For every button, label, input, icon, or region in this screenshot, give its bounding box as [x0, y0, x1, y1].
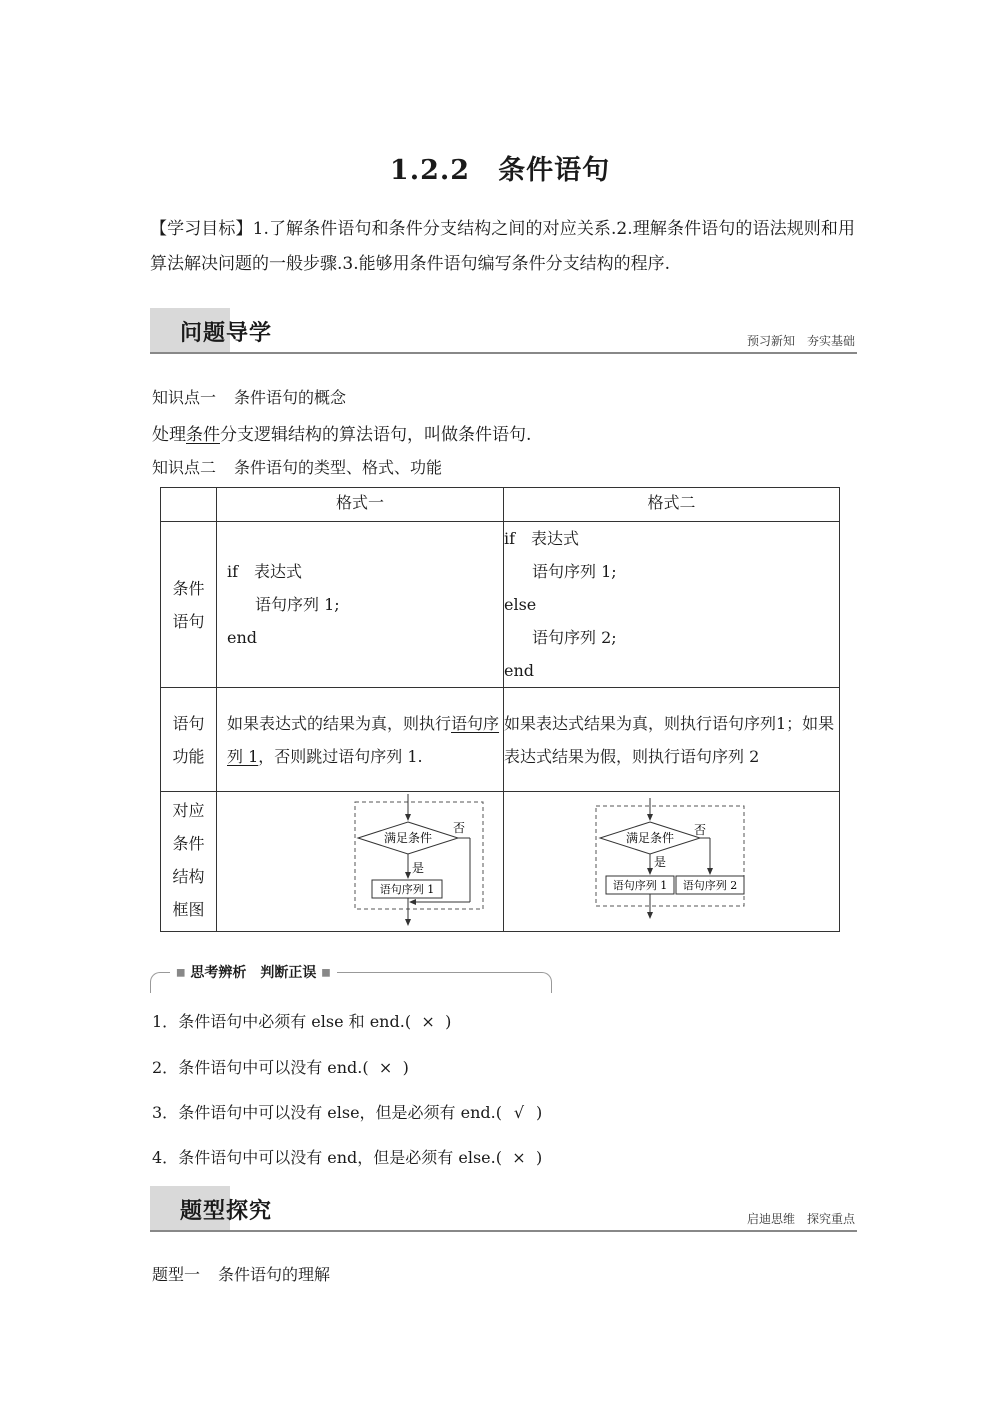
- row-label-function: [161, 688, 217, 792]
- question-3: [152, 1100, 542, 1123]
- label-line: 条件: [172, 578, 205, 598]
- knowledge-point-2: [152, 455, 442, 478]
- section-tag: 预习新知 夯实基础: [746, 334, 855, 348]
- type-title: 条件语句的理解: [218, 1265, 331, 1284]
- think-label: [170, 962, 337, 982]
- diagram-format-2: [504, 792, 840, 932]
- function-underlined: 语句序列 1: [227, 713, 500, 766]
- decision-label: 满足条件: [383, 831, 433, 845]
- row-label-statement: [161, 522, 217, 688]
- learning-objective: [150, 212, 855, 282]
- table-corner: [161, 488, 217, 522]
- definition-text: [152, 420, 531, 445]
- no-label: 否: [453, 821, 466, 835]
- yes-label: 是: [654, 855, 667, 869]
- objective-label: 【学习目标】: [150, 219, 253, 239]
- process-label: 语句序列 1: [379, 883, 435, 896]
- header-format-1: 格式一: [217, 488, 504, 522]
- label-line: 框图: [172, 900, 205, 919]
- yes-label: 是: [412, 861, 425, 875]
- kp-label: 知识点二: [152, 458, 217, 477]
- question-1: [152, 1009, 451, 1032]
- process-label-1: 语句序列 1: [612, 879, 668, 892]
- question-answer: √: [513, 1103, 525, 1122]
- function-text: ，否则跳过语句序列 1.: [258, 746, 423, 766]
- question-text: 条件语句中可以没有 else，但是必须有 end.(: [178, 1103, 502, 1122]
- table-row-function: [161, 688, 840, 792]
- question-answer: ×: [421, 1012, 435, 1031]
- title-number: 1.2.2: [389, 155, 471, 186]
- header-format-2: 格式二: [504, 488, 840, 522]
- flowchart-2: [504, 792, 839, 931]
- think-label-text: 思考辨析 判断正误: [190, 965, 317, 981]
- statement-format-1: [217, 522, 504, 688]
- label-line: 对应: [172, 801, 205, 820]
- label-line: 功能: [172, 746, 205, 766]
- section-label: 问题导学: [180, 321, 273, 346]
- table-header-row: [161, 488, 840, 522]
- square-icon: ■: [321, 967, 331, 979]
- question-close: ): [445, 1012, 452, 1031]
- question-answer: ×: [378, 1058, 393, 1077]
- table-row-diagram: [161, 792, 840, 932]
- section-tag: 启迪思维 探究重点: [746, 1212, 855, 1226]
- question-close: ): [402, 1058, 409, 1077]
- label-line: 语句: [172, 713, 205, 733]
- section-header-explore: [150, 1186, 857, 1232]
- statement-format-2: [504, 522, 840, 688]
- code-line: 语句序列 2;: [532, 628, 617, 647]
- question-number: 3．: [152, 1103, 179, 1122]
- question-answer: ×: [512, 1148, 526, 1167]
- section-header-preview: [150, 308, 857, 354]
- code-line: 语句序列 1;: [255, 595, 340, 614]
- question-4: [152, 1145, 542, 1168]
- label-line: 语句: [172, 611, 205, 631]
- label-line: 条件: [172, 834, 205, 853]
- section-label: 题型探究: [180, 1199, 273, 1224]
- section-rule: [150, 352, 857, 354]
- definition-underlined: 条件: [186, 425, 220, 445]
- diagram-format-1: [217, 792, 504, 932]
- code-line: if 表达式: [504, 529, 580, 548]
- question-close: ): [535, 1148, 543, 1167]
- row-label-diagram: [161, 792, 217, 932]
- kp-title: 条件语句的概念: [234, 388, 347, 407]
- question-text: 条件语句中必须有 else 和 end.(: [178, 1012, 412, 1031]
- definition-post: 分支逻辑结构的算法语句，叫做条件语句.: [220, 425, 532, 445]
- label-line: 结构: [172, 867, 205, 886]
- function-format-2: 如果表达式结果为真，则执行语句序列1；如果表达式结果为假，则执行语句序列 2: [504, 688, 840, 792]
- objective-text: 1.了解条件语句和条件分支结构之间的对应关系.2.理解条件语句的语法规则和用算法解决问题的一般步骤.3.能够用条件语句编写条件分支结构的程序.: [150, 219, 855, 274]
- kp-label: 知识点一: [152, 388, 217, 407]
- code-line: end: [227, 628, 258, 647]
- code-line: else: [504, 595, 537, 614]
- code-line: if 表达式: [227, 562, 303, 581]
- format-table: [160, 487, 840, 932]
- square-icon: ■: [176, 967, 186, 979]
- question-close: ): [535, 1103, 543, 1122]
- no-label: 否: [694, 823, 707, 837]
- code-line: 语句序列 1;: [532, 562, 617, 581]
- page-title: [0, 148, 1000, 187]
- function-format-1: [217, 688, 504, 792]
- title-text: 条件语句: [498, 155, 611, 186]
- table-row-statement: [161, 522, 840, 688]
- type-label: 题型一: [152, 1265, 201, 1284]
- question-number: 2．: [152, 1058, 179, 1077]
- question-text: 条件语句中可以没有 end.(: [178, 1058, 369, 1077]
- question-number: 4．: [152, 1148, 179, 1167]
- question-number: 1．: [152, 1012, 179, 1031]
- process-label-2: 语句序列 2: [682, 879, 738, 892]
- question-text: 条件语句中可以没有 end，但是必须有 else.(: [178, 1148, 502, 1167]
- code-line: end: [504, 661, 535, 680]
- decision-label: 满足条件: [625, 831, 675, 845]
- kp-title: 条件语句的类型、格式、功能: [234, 458, 443, 477]
- function-text: 如果表达式的结果为真，则执行: [227, 713, 452, 733]
- definition-pre: 处理: [152, 425, 186, 445]
- problem-type-1: [152, 1262, 330, 1285]
- question-2: [152, 1055, 409, 1078]
- section-rule: [150, 1230, 857, 1232]
- knowledge-point-1: [152, 385, 346, 408]
- flowchart-1: [217, 792, 503, 931]
